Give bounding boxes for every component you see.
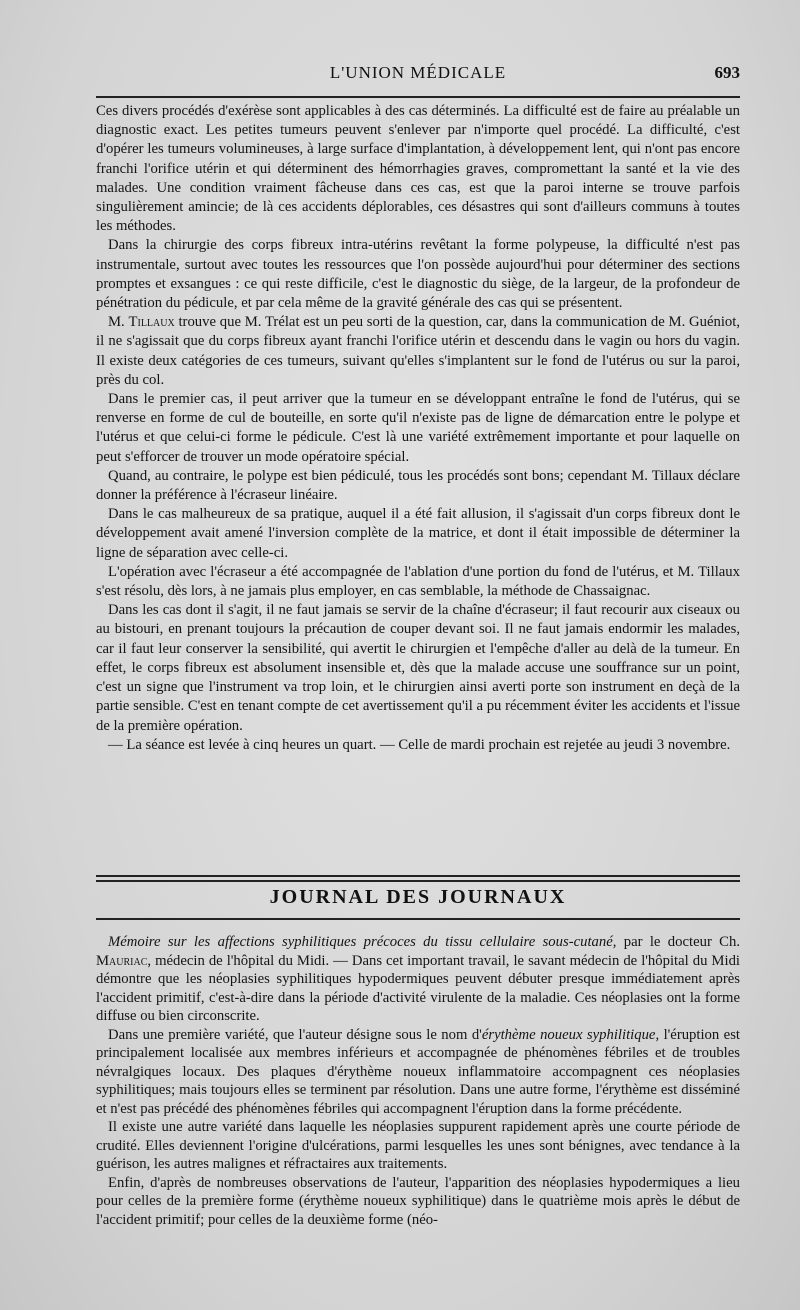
- journal-review-text: [96, 933, 740, 1229]
- memoire-title: Mémoire sur les affections syphilitiques précoces du tissu cellulaire sous-cutané,: [108, 934, 617, 950]
- speaker-prefix: M.: [108, 314, 125, 331]
- variety-text-after: , l'éruption est principalement localisée aux membres inférieurs et accompagnée de phénomènes fébriles et de troubles névralgiques locaux. Des plaques d'érythème noueux inflammatoire accompagnent ces néoplasies syphilitiques; mais toujours elles se terminent par résolution. Dans une autre forme, l'érythème est disséminé et n'est pas précédé des phénomènes fébriles qui accompagnent l'éruption dans la forme précédente.: [96, 1026, 740, 1117]
- paragraph: Dans la chirurgie des corps fibreux intra-utérins revêtant la forme polypeuse, la difficulté n'est pas instrumentale, surtout avec toutes les ressources que l'on possède aujourd'hui pour déterminer des sections promptes et exsangues : ce qui reste difficile, c'est le diagnostic du siège, de la largeur, de la profondeur de pénétration du pédicule, et par cela même de la gravité générale des cas qui se présentent.: [96, 237, 740, 312]
- speaker-name: Tillaux: [128, 314, 175, 331]
- header-rule: [96, 96, 740, 98]
- memoire-text: , médecin de l'hôpital du Midi. — Dans cet important travail, le savant médecin de l'hôpital du Midi démontre que les néoplasies syphilitiques hypodermiques peuvent débuter presque immédiatement après l'accident primitif, c'est-à-dire dans la période d'activité virulente de la maladie. Ces néoplasies ont la forme diffuse ou bien circonscrite.: [96, 952, 740, 1024]
- speaker-text: trouve que M. Trélat est un peu sorti de la question, car, dans la communication de M. Guéniot, il ne s'agissait que du corps fibreux ayant franchi l'orifice utérin et descendu dans le vagin ou hors du vagin. Il existe deux catégories de ces tumeurs, suivant qu'elles s'implantent sur le fond de l'utérus ou sur la paroi, près du col.: [96, 314, 741, 388]
- section-title: JOURNAL DES JOURNAUX: [269, 886, 567, 908]
- paragraph: Quand, au contraire, le polype est bien pédiculé, tous les procédés sont bons; cependant M. Tillaux déclare donner la préférence à l'écraseur linéaire.: [96, 467, 740, 504]
- paragraph: Dans le cas malheureux de sa pratique, auquel il a été fait allusion, il s'agissait d'un corps fibreux dont le développement avait amené l'inversion complète de la matrice, et dont il était impossible de déterminer la ligne de séparation avec celle-ci.: [96, 506, 740, 561]
- paragraph: Dans les cas dont il s'agit, il ne faut jamais se servir de la chaîne d'écraseur; il faut recourir aux ciseaux ou au bistouri, en prenant toujours la précaution de couper devant soi. Il ne faut jamais endormir les malades, car il faut leur conserver la sensibilité, qui avertit le chirurgien et l'empêche d'aller au delà de la tumeur. En effet, le corps fibreux est absolument insensible et, dès que la malade accuse une souffrance sur un point, c'est un signe que l'instrument va trop loin, et le chirurgien ainsi averti porte son instrument en deçà de la partie sensible. C'est en tenant compte de cet avertissement qu'il a pu récemment éviter les accidents et l'issue de la première opération.: [96, 602, 740, 734]
- author-name: Mauriac: [96, 952, 148, 969]
- paragraph: [96, 1026, 740, 1119]
- section-divider: [96, 875, 740, 882]
- paragraph: [96, 313, 740, 390]
- running-header: [96, 63, 740, 87]
- section-title-rule: [96, 918, 740, 920]
- page-number: 693: [714, 63, 740, 82]
- paragraph: Il existe une autre variété dans laquelle les néoplasies suppurent rapidement après une courte période de crudité. Elles deviennent l'origine d'ulcérations, parmi lesquelles les unes sont bénignes, avec tendance à la guérison, les autres malignes et réfractaires aux traitements.: [96, 1119, 740, 1172]
- paragraph: — La séance est levée à cinq heures un quart. — Celle de mardi prochain est rejetée au jeudi 3 novembre.: [108, 736, 731, 753]
- paragraph: Dans le premier cas, il peut arriver que la tumeur en se développant entraîne le fond de l'utérus, qui se renverse en forme de cul de bouteille, en sorte qu'il n'existe pas de ligne de démarcation entre le polype et l'utérus et que celui-ci forme le pédicule. C'est là une variété extrêmement importante et pour laquelle on peut s'efforcer de trouver un mode opératoire spécial.: [96, 391, 740, 465]
- society-report-text: [96, 102, 740, 755]
- memoire-intro: par le docteur Ch.: [616, 934, 740, 950]
- variety-text-before: Dans une première variété, que l'auteur désigne sous le nom d': [108, 1026, 482, 1043]
- paragraph: [96, 933, 740, 1026]
- variety-term: érythème noueux syphilitique: [481, 1026, 656, 1043]
- journal-title: L'UNION MÉDICALE: [329, 63, 507, 82]
- paragraph: Ces divers procédés d'exérèse sont applicables à des cas déterminés. La difficulté est de faire au préalable un diagnostic exact. Les petites tumeurs peuvent s'enlever par n'importe quel procédé. La difficulté, c'est d'opérer les tumeurs volumineuses, à large surface d'implantation, à développement lent, qui n'ont pas encore franchi l'orifice utérin et qui déterminent des hémorrhagies graves, compromettant la santé et la vie des malades. Une condition vraiment fâcheuse dans ces cas, est que la paroi interne se trouve parfois singulièrement amincie; de là ces accidents déplorables, ces désastres qui sont d'ailleurs communs à toutes les méthodes.: [96, 103, 740, 235]
- paragraph: Enfin, d'après de nombreuses observations de l'auteur, l'apparition des néoplasies hypodermiques a lieu pour celles de la première forme (érythème noueux syphilitique) dans le quatrième mois après le début de l'accident primitif; pour celles de la deuxième forme (néo-: [96, 1174, 740, 1228]
- paragraph: L'opération avec l'écraseur a été accompagnée de l'ablation d'une portion du fond de l'utérus, et M. Tillaux s'est résolu, dès lors, à ne jamais plus employer, en cas semblable, la méthode de Chassaignac.: [96, 563, 740, 600]
